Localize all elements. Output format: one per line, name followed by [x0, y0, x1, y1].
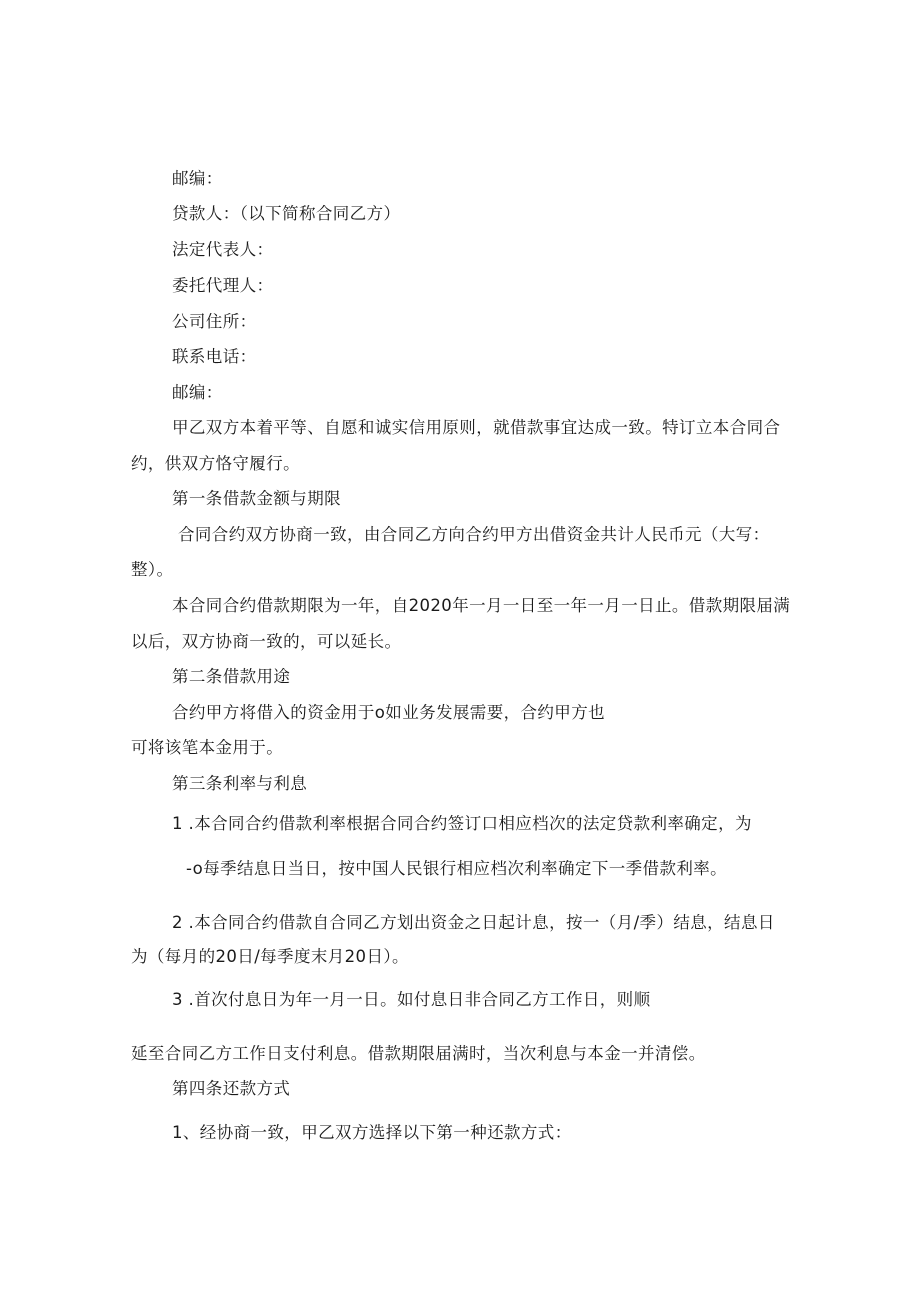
- lender-label: 贷款人：（以下简称合同乙方）: [172, 204, 401, 223]
- article-1-para-2-line-2: 以后，双方协商一致的，可以延长。: [131, 632, 402, 651]
- preamble-line-1: 甲乙双方本着平等、自愿和诚实信用原则，就借款事宜达成一致。特订立本合同合: [172, 418, 781, 437]
- article-3-item-1-line-2: -o每季结息日当日，按中国人民银行相应档次利率确定下一季借款利率。: [186, 859, 728, 878]
- article-4-item-1: 1、经协商一致，甲乙双方选择以下第一种还款方式：: [172, 1123, 572, 1142]
- article-3-title: 第三条利率与利息: [172, 774, 308, 793]
- article-3-item-3-line-2: 延至合同乙方工作日支付利息。借款期限届满时，当次利息与本金一并清偿。: [131, 1044, 706, 1063]
- article-2-para-1-line-1: 合约甲方将借入的资金用于o如业务发展需要，合约甲方也: [172, 703, 605, 722]
- article-1-para-2-line-1: 本合同合约借款期限为一年，自2020年一月一日至一年一月一日止。借款期限届满: [172, 596, 791, 615]
- article-3-item-3-line-1: 3 .首次付息日为年一月一日。如付息日非合同乙方工作日，则顺: [172, 990, 651, 1009]
- legal-representative: 法定代表人：: [172, 240, 274, 259]
- article-2-para-1-line-2: 可将该笔本金用于。: [131, 738, 284, 757]
- postcode: 邮编：: [172, 383, 223, 402]
- lender-postcode: 邮编：: [172, 169, 223, 188]
- article-4-title: 第四条还款方式: [172, 1079, 291, 1098]
- company-address: 公司住所：: [172, 312, 257, 331]
- article-3-item-2-line-1: 2 .本合同合约借款自合同乙方划出资金之日起计息，按一（月/季）结息，结息日: [172, 913, 775, 932]
- article-1-para-1-line-1: 合同合约双方协商一致，由合同乙方向合约甲方出借资金共计人民币元（大写：: [178, 525, 770, 544]
- contact-phone: 联系电话：: [172, 347, 257, 366]
- article-1-para-1-line-2: 整）。: [131, 560, 174, 579]
- article-3-item-2-line-2: 为（每月的20日/每季度末月20日）。: [131, 947, 409, 966]
- article-1-title: 第一条借款金额与期限: [172, 489, 341, 508]
- authorized-agent: 委托代理人：: [172, 276, 274, 295]
- article-2-title: 第二条借款用途: [172, 667, 291, 686]
- article-3-item-1-line-1: 1 .本合同合约借款利率根据合同合约签订口相应档次的法定贷款利率确定，为: [172, 814, 752, 833]
- preamble-line-2: 约，供双方恪守履行。: [131, 454, 300, 473]
